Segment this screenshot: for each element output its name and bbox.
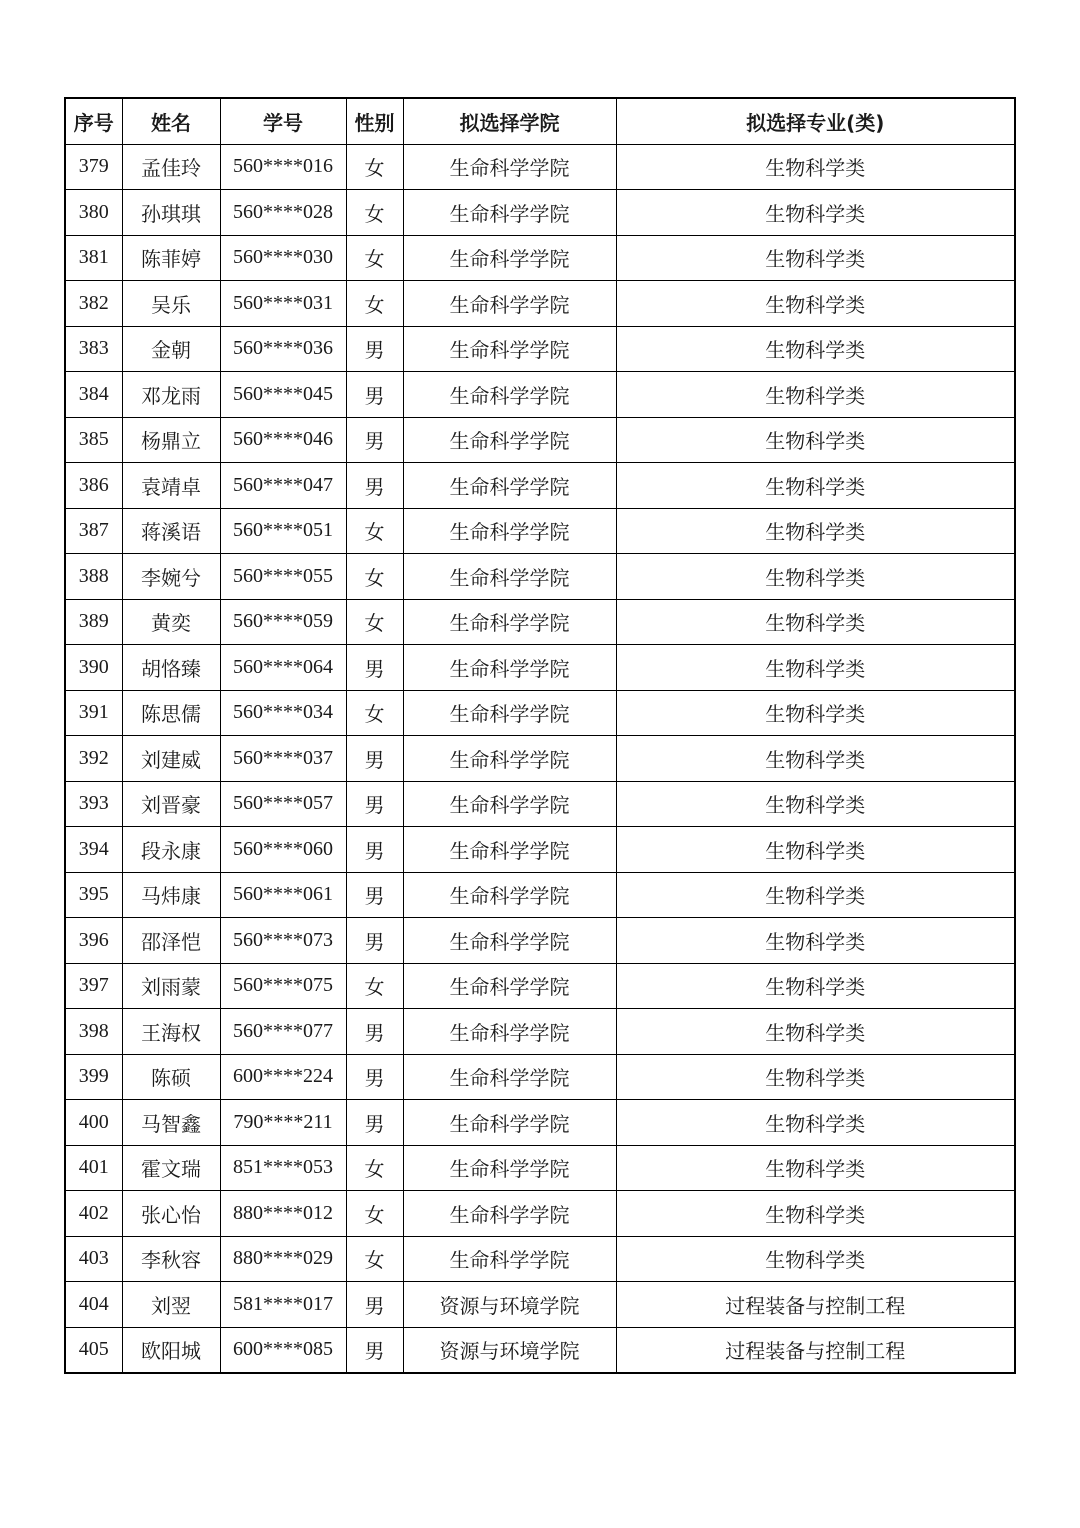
name-cell: 陈菲婷 [122, 235, 220, 281]
table-header-row [65, 98, 1015, 144]
seq-cell: 395 [65, 872, 122, 918]
major-cell: 生物科学类 [616, 281, 1015, 327]
major-cell: 生物科学类 [616, 417, 1015, 463]
seq-cell: 387 [65, 508, 122, 554]
gender-cell: 男 [346, 1100, 403, 1146]
name-cell: 金朝 [122, 326, 220, 372]
name-cell: 吴乐 [122, 281, 220, 327]
college-cell: 生命科学学院 [403, 190, 616, 236]
seq-cell: 392 [65, 736, 122, 782]
gender-cell: 女 [346, 190, 403, 236]
seq-cell: 385 [65, 417, 122, 463]
gender-cell: 女 [346, 508, 403, 554]
gender-cell: 女 [346, 599, 403, 645]
id-cell: 560****060 [220, 827, 346, 873]
header-college: 拟选择学院 [403, 98, 616, 144]
college-cell: 生命科学学院 [403, 1100, 616, 1146]
gender-cell: 女 [346, 281, 403, 327]
table-row [65, 281, 1015, 327]
college-cell: 资源与环境学院 [403, 1282, 616, 1328]
major-cell: 生物科学类 [616, 190, 1015, 236]
major-cell: 生物科学类 [616, 690, 1015, 736]
major-cell: 生物科学类 [616, 1191, 1015, 1237]
gender-cell: 女 [346, 1236, 403, 1282]
name-cell: 胡恪臻 [122, 645, 220, 691]
seq-cell: 397 [65, 963, 122, 1009]
table-row [65, 235, 1015, 281]
name-cell: 王海权 [122, 1009, 220, 1055]
table-row [65, 1145, 1015, 1191]
college-cell: 生命科学学院 [403, 1009, 616, 1055]
seq-cell: 399 [65, 1054, 122, 1100]
seq-cell: 391 [65, 690, 122, 736]
id-cell: 560****016 [220, 144, 346, 190]
college-cell: 生命科学学院 [403, 645, 616, 691]
seq-cell: 398 [65, 1009, 122, 1055]
college-cell: 生命科学学院 [403, 372, 616, 418]
table-row [65, 827, 1015, 873]
college-cell: 生命科学学院 [403, 144, 616, 190]
gender-cell: 女 [346, 554, 403, 600]
table-row [65, 1009, 1015, 1055]
gender-cell: 男 [346, 463, 403, 509]
name-cell: 袁靖卓 [122, 463, 220, 509]
major-cell: 生物科学类 [616, 827, 1015, 873]
seq-cell: 405 [65, 1327, 122, 1373]
id-cell: 560****075 [220, 963, 346, 1009]
seq-cell: 379 [65, 144, 122, 190]
college-cell: 生命科学学院 [403, 918, 616, 964]
seq-cell: 396 [65, 918, 122, 964]
major-cell: 生物科学类 [616, 326, 1015, 372]
name-cell: 邓龙雨 [122, 372, 220, 418]
id-cell: 560****055 [220, 554, 346, 600]
gender-cell: 男 [346, 918, 403, 964]
college-cell: 生命科学学院 [403, 1236, 616, 1282]
table-row [65, 918, 1015, 964]
major-cell: 生物科学类 [616, 235, 1015, 281]
table-row [65, 599, 1015, 645]
table-row [65, 463, 1015, 509]
table-row [65, 1327, 1015, 1373]
seq-cell: 401 [65, 1145, 122, 1191]
major-cell: 生物科学类 [616, 1100, 1015, 1146]
college-cell: 资源与环境学院 [403, 1327, 616, 1373]
gender-cell: 男 [346, 736, 403, 782]
seq-cell: 400 [65, 1100, 122, 1146]
college-cell: 生命科学学院 [403, 736, 616, 782]
id-cell: 560****046 [220, 417, 346, 463]
college-cell: 生命科学学院 [403, 326, 616, 372]
table-row [65, 963, 1015, 1009]
major-cell: 生物科学类 [616, 1145, 1015, 1191]
id-cell: 560****034 [220, 690, 346, 736]
name-cell: 邵泽恺 [122, 918, 220, 964]
name-cell: 刘建威 [122, 736, 220, 782]
major-cell: 生物科学类 [616, 781, 1015, 827]
header-seq: 序号 [65, 98, 122, 144]
student-roster-table [64, 97, 1016, 1374]
college-cell: 生命科学学院 [403, 417, 616, 463]
id-cell: 560****059 [220, 599, 346, 645]
major-cell: 生物科学类 [616, 554, 1015, 600]
seq-cell: 393 [65, 781, 122, 827]
id-cell: 560****031 [220, 281, 346, 327]
id-cell: 581****017 [220, 1282, 346, 1328]
id-cell: 560****051 [220, 508, 346, 554]
major-cell: 生物科学类 [616, 463, 1015, 509]
name-cell: 陈思儒 [122, 690, 220, 736]
seq-cell: 403 [65, 1236, 122, 1282]
seq-cell: 390 [65, 645, 122, 691]
college-cell: 生命科学学院 [403, 235, 616, 281]
table-row [65, 736, 1015, 782]
college-cell: 生命科学学院 [403, 781, 616, 827]
college-cell: 生命科学学院 [403, 1145, 616, 1191]
header-gender: 性别 [346, 98, 403, 144]
table-row [65, 1054, 1015, 1100]
seq-cell: 394 [65, 827, 122, 873]
gender-cell: 女 [346, 963, 403, 1009]
id-cell: 560****037 [220, 736, 346, 782]
college-cell: 生命科学学院 [403, 508, 616, 554]
gender-cell: 男 [346, 326, 403, 372]
gender-cell: 男 [346, 372, 403, 418]
id-cell: 560****061 [220, 872, 346, 918]
seq-cell: 380 [65, 190, 122, 236]
id-cell: 880****012 [220, 1191, 346, 1237]
gender-cell: 女 [346, 235, 403, 281]
college-cell: 生命科学学院 [403, 281, 616, 327]
gender-cell: 男 [346, 1282, 403, 1328]
college-cell: 生命科学学院 [403, 827, 616, 873]
table-row [65, 417, 1015, 463]
major-cell: 生物科学类 [616, 372, 1015, 418]
table-row [65, 190, 1015, 236]
major-cell: 生物科学类 [616, 599, 1015, 645]
name-cell: 张心怡 [122, 1191, 220, 1237]
major-cell: 生物科学类 [616, 1236, 1015, 1282]
gender-cell: 男 [346, 1054, 403, 1100]
id-cell: 560****045 [220, 372, 346, 418]
college-cell: 生命科学学院 [403, 872, 616, 918]
gender-cell: 男 [346, 417, 403, 463]
seq-cell: 381 [65, 235, 122, 281]
name-cell: 黄奕 [122, 599, 220, 645]
college-cell: 生命科学学院 [403, 690, 616, 736]
name-cell: 陈硕 [122, 1054, 220, 1100]
table-row [65, 645, 1015, 691]
table-row [65, 372, 1015, 418]
name-cell: 马炜康 [122, 872, 220, 918]
major-cell: 生物科学类 [616, 918, 1015, 964]
id-cell: 560****073 [220, 918, 346, 964]
table-row [65, 872, 1015, 918]
table-body [65, 144, 1015, 1373]
id-cell: 560****077 [220, 1009, 346, 1055]
college-cell: 生命科学学院 [403, 463, 616, 509]
id-cell: 880****029 [220, 1236, 346, 1282]
name-cell: 马智鑫 [122, 1100, 220, 1146]
major-cell: 生物科学类 [616, 736, 1015, 782]
gender-cell: 女 [346, 690, 403, 736]
name-cell: 段永康 [122, 827, 220, 873]
seq-cell: 386 [65, 463, 122, 509]
id-cell: 560****064 [220, 645, 346, 691]
table-row [65, 144, 1015, 190]
seq-cell: 388 [65, 554, 122, 600]
major-cell: 生物科学类 [616, 963, 1015, 1009]
college-cell: 生命科学学院 [403, 963, 616, 1009]
name-cell: 李秋容 [122, 1236, 220, 1282]
id-cell: 560****028 [220, 190, 346, 236]
major-cell: 过程装备与控制工程 [616, 1327, 1015, 1373]
id-cell: 560****030 [220, 235, 346, 281]
table-row [65, 1100, 1015, 1146]
id-cell: 560****057 [220, 781, 346, 827]
major-cell: 过程装备与控制工程 [616, 1282, 1015, 1328]
seq-cell: 389 [65, 599, 122, 645]
table-row [65, 554, 1015, 600]
major-cell: 生物科学类 [616, 508, 1015, 554]
gender-cell: 女 [346, 144, 403, 190]
table-row [65, 781, 1015, 827]
college-cell: 生命科学学院 [403, 1054, 616, 1100]
id-cell: 790****211 [220, 1100, 346, 1146]
gender-cell: 女 [346, 1191, 403, 1237]
table-row [65, 1191, 1015, 1237]
gender-cell: 男 [346, 781, 403, 827]
major-cell: 生物科学类 [616, 645, 1015, 691]
gender-cell: 女 [346, 1145, 403, 1191]
name-cell: 蒋溪语 [122, 508, 220, 554]
id-cell: 560****047 [220, 463, 346, 509]
gender-cell: 男 [346, 645, 403, 691]
seq-cell: 383 [65, 326, 122, 372]
id-cell: 600****085 [220, 1327, 346, 1373]
table-row [65, 1236, 1015, 1282]
name-cell: 孟佳玲 [122, 144, 220, 190]
id-cell: 851****053 [220, 1145, 346, 1191]
name-cell: 杨鼎立 [122, 417, 220, 463]
college-cell: 生命科学学院 [403, 599, 616, 645]
name-cell: 刘晋豪 [122, 781, 220, 827]
major-cell: 生物科学类 [616, 1054, 1015, 1100]
table-row [65, 326, 1015, 372]
name-cell: 刘翌 [122, 1282, 220, 1328]
name-cell: 李婉兮 [122, 554, 220, 600]
college-cell: 生命科学学院 [403, 554, 616, 600]
gender-cell: 男 [346, 827, 403, 873]
gender-cell: 男 [346, 1009, 403, 1055]
seq-cell: 384 [65, 372, 122, 418]
major-cell: 生物科学类 [616, 872, 1015, 918]
header-student-id: 学号 [220, 98, 346, 144]
major-cell: 生物科学类 [616, 1009, 1015, 1055]
header-name: 姓名 [122, 98, 220, 144]
table-row [65, 508, 1015, 554]
college-cell: 生命科学学院 [403, 1191, 616, 1237]
table-row [65, 690, 1015, 736]
seq-cell: 382 [65, 281, 122, 327]
table-row [65, 1282, 1015, 1328]
major-cell: 生物科学类 [616, 144, 1015, 190]
id-cell: 600****224 [220, 1054, 346, 1100]
seq-cell: 402 [65, 1191, 122, 1237]
name-cell: 刘雨蒙 [122, 963, 220, 1009]
id-cell: 560****036 [220, 326, 346, 372]
name-cell: 霍文瑞 [122, 1145, 220, 1191]
seq-cell: 404 [65, 1282, 122, 1328]
gender-cell: 男 [346, 872, 403, 918]
header-major: 拟选择专业(类) [616, 98, 1015, 144]
name-cell: 欧阳城 [122, 1327, 220, 1373]
gender-cell: 男 [346, 1327, 403, 1373]
name-cell: 孙琪琪 [122, 190, 220, 236]
